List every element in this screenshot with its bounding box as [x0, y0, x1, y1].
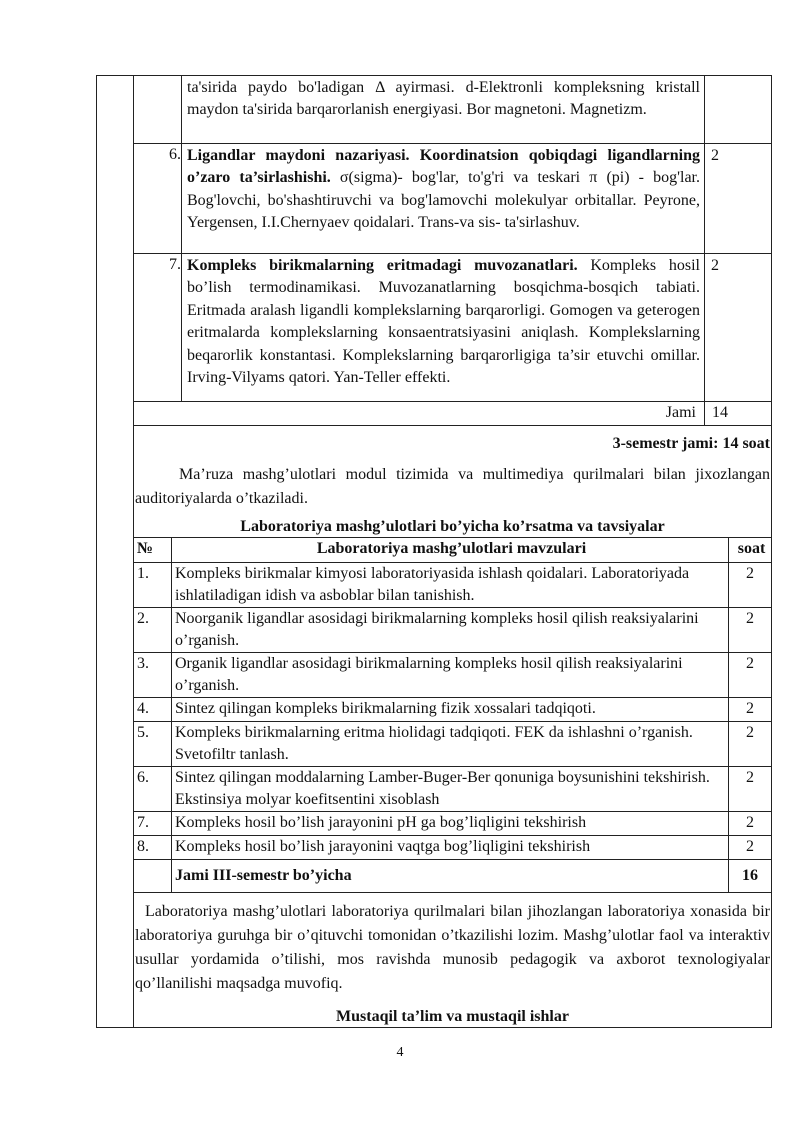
- lab-total-row: [134, 860, 772, 893]
- lab-table: [133, 537, 772, 893]
- row-topic: Noorganik ligandlar asosidagi birikmalarning kompleks hosil qilish reaksiyalarini o’rganish.: [172, 608, 729, 653]
- lab-total-value: 16: [729, 860, 772, 893]
- next-section-title: Mustaqil ta’lim va mustaqil ishlar: [336, 1008, 569, 1025]
- row-topic: Kompleks hosil bo’lish jarayonini pH ga bog’liqligini tekshirish: [172, 812, 729, 836]
- lab-table-header: [134, 538, 772, 563]
- lecture-total-value: 14: [712, 404, 728, 421]
- lecture-row: [133, 253, 772, 401]
- table-row: [134, 767, 772, 812]
- table-row: [134, 653, 772, 698]
- row-topic: Sintez qilingan kompleks birikmalarning fizik xossalari tadqiqoti.: [172, 698, 729, 722]
- column-header-number: №: [134, 538, 172, 563]
- table-row: [134, 608, 772, 653]
- column-header-topic: Laboratoriya mashg’ulotlari mavzulari: [172, 538, 729, 563]
- column-header-hours: soat: [729, 538, 772, 563]
- lecture-note: Ma’ruza mashg’ulotlari modul tizimida va multimediya qurilmalari bilan jixozlangan auditoriyalarda o’tkaziladi.: [135, 466, 770, 507]
- row-hours: 2: [729, 722, 772, 767]
- row-topic: Organik ligandlar asosidagi birikmalarning kompleks hosil qilish reaksiyalarini o’rganish.: [172, 653, 729, 698]
- lecture-topic: ta'sirida paydo bo'ladigan Δ ayirmasi. d-Elektronli kompleksning kristall maydon ta'sirida barqarorlanish energiyasi. Bor magnetoni. Magnetizm.: [187, 79, 700, 119]
- row-hours: 2: [729, 698, 772, 722]
- lecture-row: [133, 143, 772, 253]
- row-hours: 2: [729, 608, 772, 653]
- row-hours: 2: [729, 767, 772, 812]
- row-number: 2.: [134, 608, 172, 653]
- table-row: [134, 836, 772, 860]
- row-hours: 2: [729, 836, 772, 860]
- row-hours: 2: [729, 563, 772, 608]
- row-topic: Kompleks hosil bo’lish jarayonini vaqtga bog’liqligini tekshirish: [172, 836, 729, 860]
- lecture-hours: 2: [711, 257, 719, 274]
- semester-total: 3-semestr jami: 14 soat: [612, 435, 770, 452]
- lecture-total-label: Jami: [665, 404, 696, 421]
- row-number: 3.: [134, 653, 172, 698]
- lecture-number: 6.: [169, 146, 181, 163]
- row-topic: Kompleks birikmalarning eritma hiolidagi tadqiqoti. FEK da ishlashni o’rganish. Svetofiltr tanlash.: [172, 722, 729, 767]
- page-number: 4: [396, 1045, 404, 1060]
- row-topic: Sintez qilingan moddalarning Lamber-Buger-Ber qonuniga boysunishini tekshirish. Ekstinsiya molyar koefitsentini xisoblash: [172, 767, 729, 812]
- lecture-number: 7.: [169, 256, 181, 273]
- lab-total-label: Jami III-semestr bo’yicha: [172, 860, 729, 893]
- lab-note: Laboratoriya mashg’ulotlari laboratoriya qurilmalari bilan jihozlangan laboratoriya xonasida bir laboratoriya guruhga bir o’qituvchi tomonidan o’tkazilishi lozim. Mashg’ulotlar faol va interaktiv usullar yordamida o’tilishi, mos ravishda munosib pedagogik va axborot texnologiyalar qo’llanilishi maqsadga muvofiq.: [135, 903, 770, 992]
- row-hours: 2: [729, 653, 772, 698]
- table-row: [134, 812, 772, 836]
- lab-section-title: Laboratoriya mashg’ulotlari bo’yicha ko’rsatma va tavsiyalar: [240, 518, 665, 535]
- row-number: 1.: [134, 563, 172, 608]
- lecture-hours: 2: [711, 147, 719, 164]
- row-number: 4.: [134, 698, 172, 722]
- lecture-topic: Kompleks birikmalarning eritmadagi muvozanatlari. Kompleks hosil bo’lish termodinamikasi. Muvozanatlarning bosqichma-bosqich tabiati. Eritmada aralash ligandli komplekslarning barqarorligi. Gomogen va geterogen eritmalarda komplekslarning konsaentratsiyasini aniqlash. Komplekslarning beqarorlik konstantasi. Komplekslarning barqarorligiga ta’sir etuvchi omillar. Irving-Vilyams qatori. Yan-Teller effekti.: [187, 257, 700, 387]
- lecture-topic: Ligandlar maydoni nazariyasi. Koordinatsion qobiqdagi ligandlarning o’zaro ta’sirlashishi. σ(sigma)- bog'lar, to'g'ri va teskari π (pi) - bog'lar. Bog'lovchi, bo'shashtiruvchi va bog'lamovchi molekulyar orbitallar. Peyrone, Yergensen, I.I.Chernyaev qoidalari. Trans-va sis- ta'sirlashuv.: [187, 147, 700, 232]
- row-topic: Kompleks birikmalar kimyosi laboratoriyasida ishlash qoidalari. Laboratoriyada ishlatiladigan idish va asboblar bilan tanishish.: [172, 563, 729, 608]
- row-number: 6.: [134, 767, 172, 812]
- lecture-total-row: [133, 401, 772, 426]
- row-number: 7.: [134, 812, 172, 836]
- row-number: 8.: [134, 836, 172, 860]
- table-row: [134, 698, 772, 722]
- row-number: 5.: [134, 722, 172, 767]
- row-hours: 2: [729, 812, 772, 836]
- table-row: [134, 563, 772, 608]
- lecture-row: [133, 75, 772, 143]
- table-row: [134, 722, 772, 767]
